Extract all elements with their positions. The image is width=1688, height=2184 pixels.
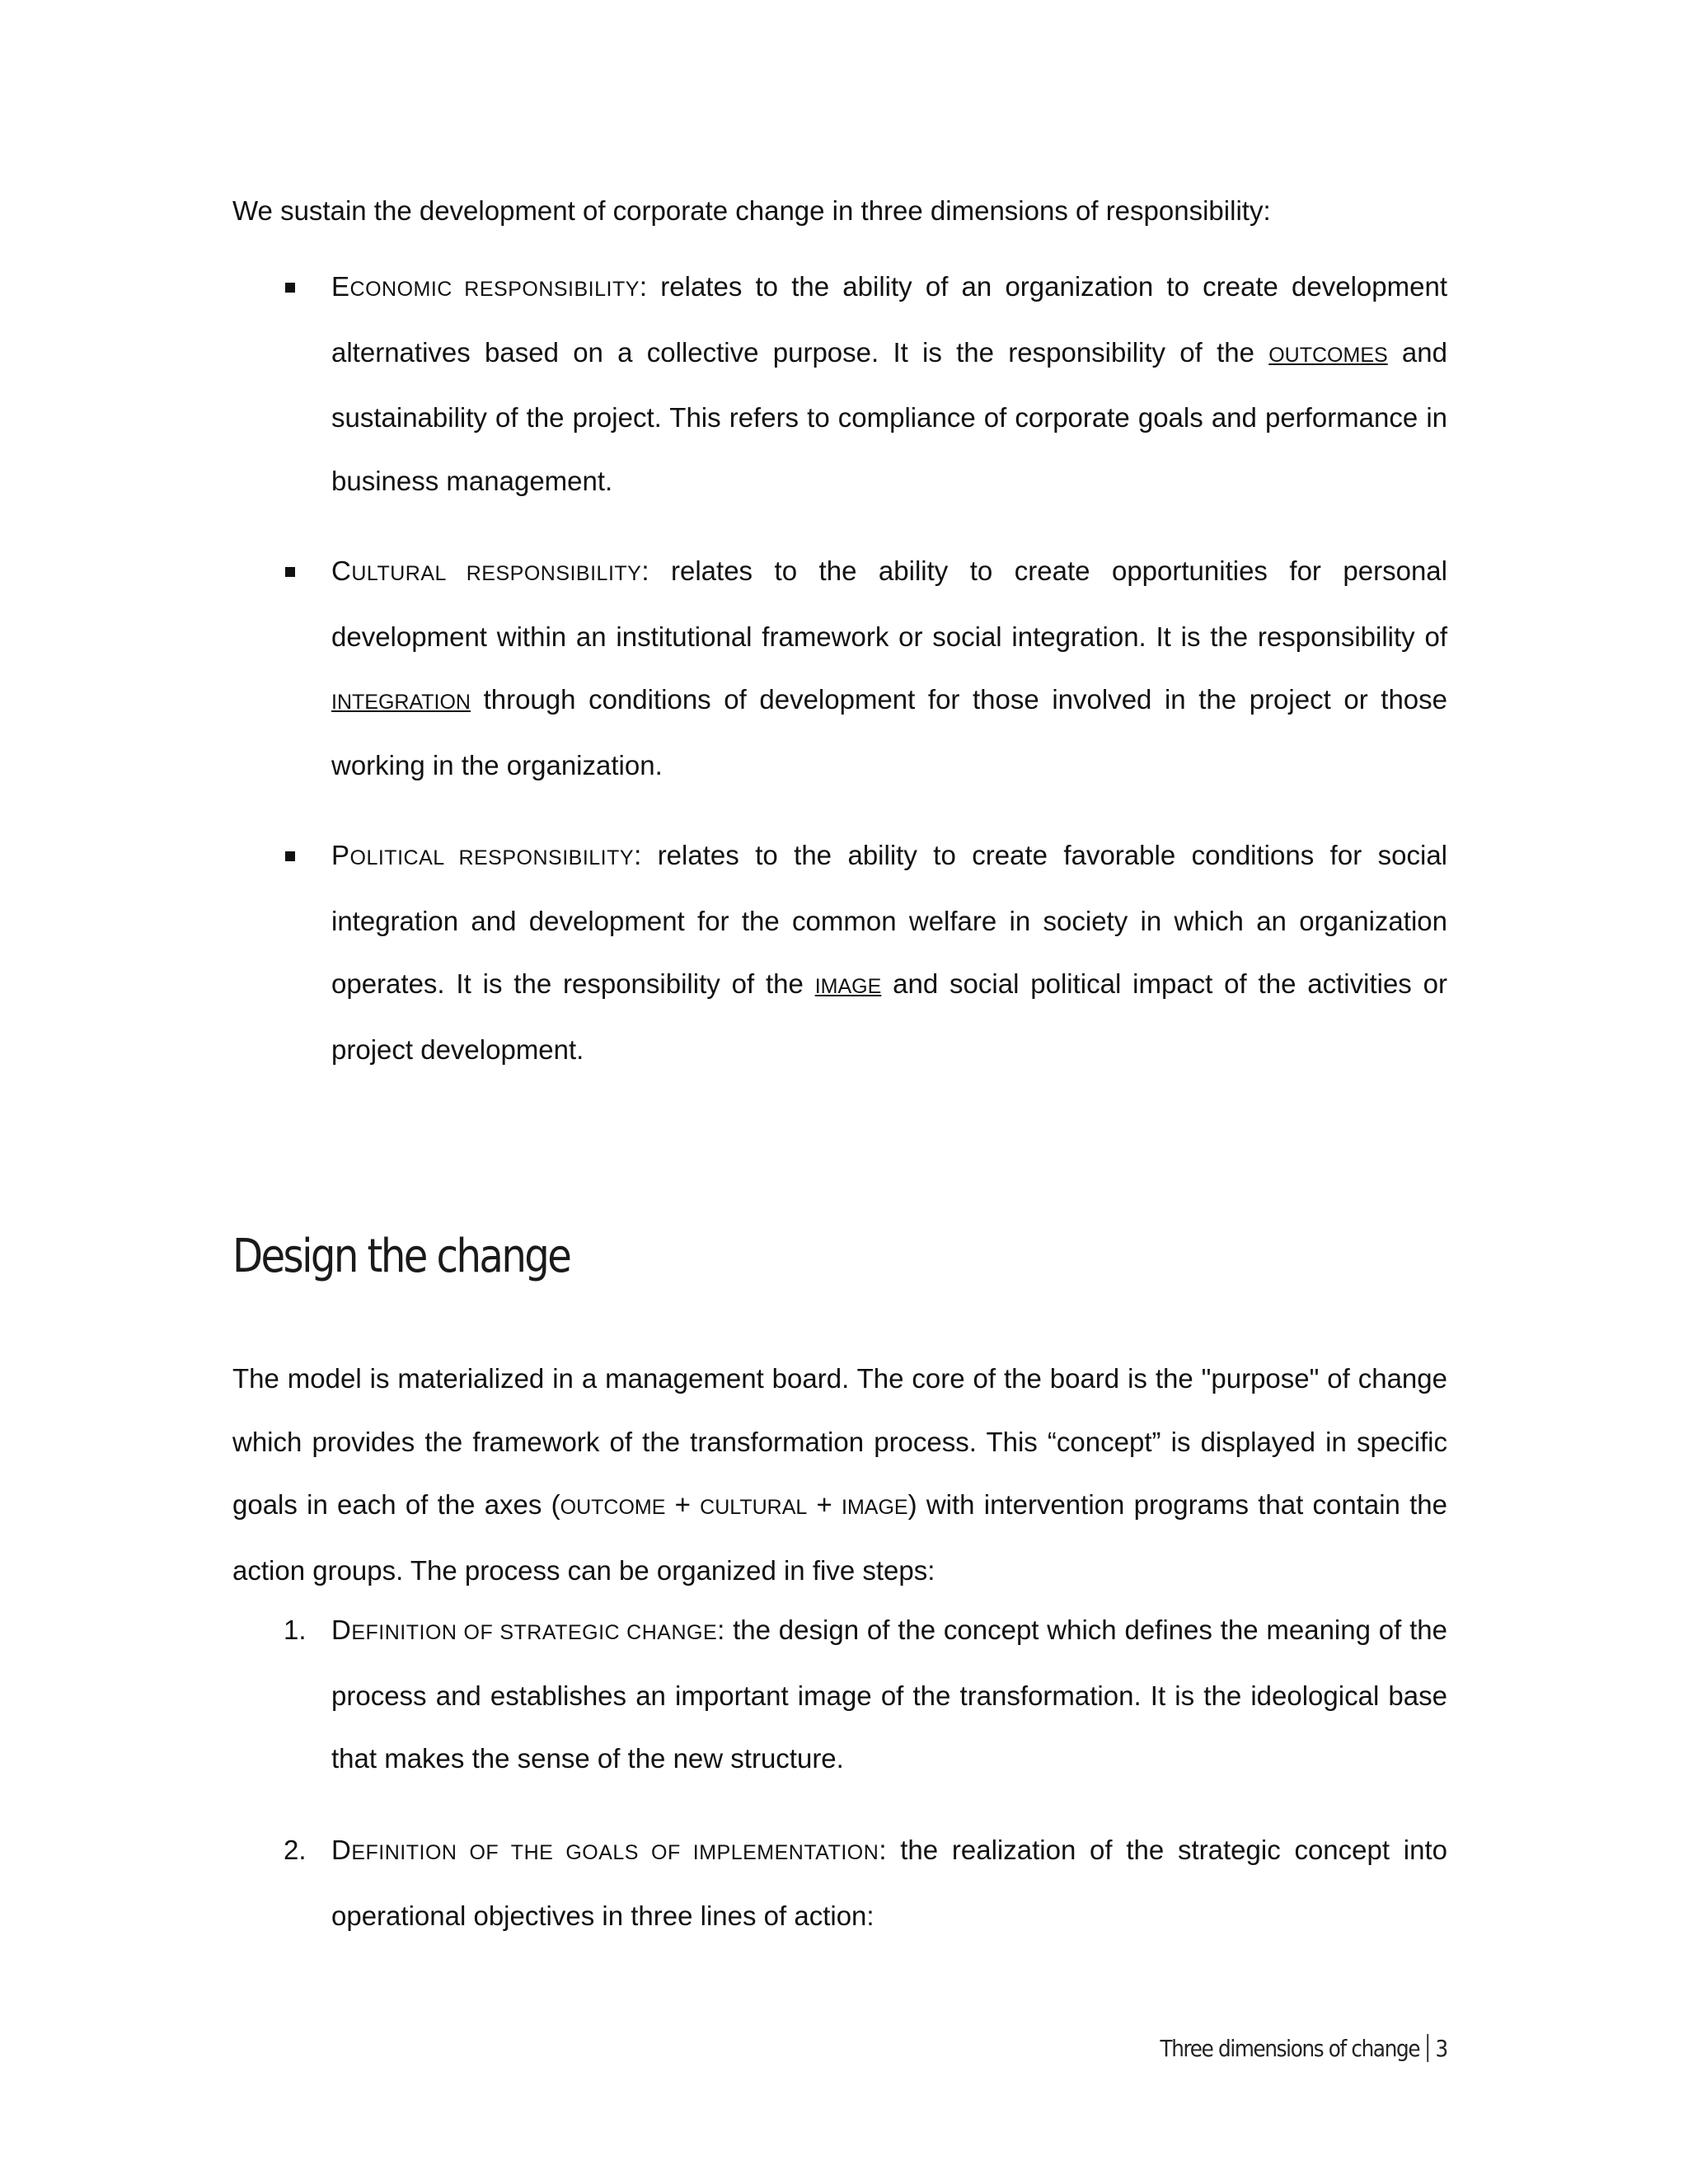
responsibility-list-3 [232, 824, 1447, 1081]
responsibility-list-2 [232, 540, 1447, 797]
footer-divider [1427, 2034, 1428, 2062]
step-number: 2. [284, 1835, 307, 1865]
axis-cultural: CULTURAL [700, 1496, 808, 1519]
page-number: 3 [1435, 2034, 1447, 2062]
keyword-integration: INTEGRATION [331, 691, 471, 714]
responsibility-list [232, 255, 1447, 513]
list-item-cultural [232, 540, 1447, 797]
step-number: 1. [284, 1615, 307, 1645]
term-label: CULTURAL RESPONSIBILITY [331, 555, 642, 586]
term-label: DEFINITION OF THE GOALS OF IMPLEMENTATION [331, 1835, 879, 1865]
steps-list-2 [232, 1819, 1447, 1947]
step-item [232, 1599, 1447, 1791]
axis-outcome: OUTCOME [560, 1496, 666, 1519]
list-item-economic [232, 255, 1447, 513]
intro-text: We sustain the development of corporate change in three dimensions of responsibility: [232, 195, 1271, 226]
keyword-outcomes: OUTCOMES [1268, 343, 1388, 367]
axis-image: IMAGE [842, 1496, 908, 1519]
steps-list [232, 1599, 1447, 1791]
list-item-political [232, 824, 1447, 1081]
list-item-text: POLITICAL RESPONSIBILITY: relates to the ability to create favorable conditions for social integration and development for the common welfare in society in which an organization operates. It is the responsibility of the IMAGE and social political impact of the activities or project development. [331, 840, 1447, 1065]
footer-title: Three dimensions of change [1160, 2034, 1420, 2062]
step-text: DEFINITION OF THE GOALS OF IMPLEMENTATION: the realization of the strategic concept into operational objectives in three lines of action: [331, 1835, 1447, 1931]
section-heading: Design the change [232, 1230, 570, 1283]
bullet-square-icon [285, 567, 295, 577]
page-footer [1160, 2034, 1447, 2062]
term-label: DEFINITION OF STRATEGIC CHANGE [331, 1615, 718, 1645]
list-item-text: CULTURAL RESPONSIBILITY: relates to the ability to create opportunities for personal development within an institutional framework or social integration. It is the responsibility of INTEGRATION through conditions of development for those involved in the project or those working in the organization. [331, 555, 1447, 780]
step-item [232, 1819, 1447, 1947]
bullet-square-icon [285, 283, 295, 293]
body-paragraph: The model is materialized in a management board. The core of the board is the "purpose" of change which provides the framework of the transformation process. This “concept” is displayed in specific goals in each of the axes (OUTCOME + CULTURAL + IMAGE) with intervention programs that contain the action groups. The process can be organized in five steps: [232, 1363, 1447, 1586]
bullet-square-icon [285, 851, 295, 861]
keyword-image: IMAGE [814, 975, 882, 998]
term-label: ECONOMIC RESPONSIBILITY [331, 271, 640, 302]
term-label: POLITICAL RESPONSIBILITY [331, 840, 635, 870]
step-text: DEFINITION OF STRATEGIC CHANGE: the design of the concept which defines the meaning of the process and establishes an important image of the transformation. It is the ideological base that makes the sense of the new structure. [331, 1615, 1447, 1774]
list-item-text: ECONOMIC RESPONSIBILITY: relates to the ability of an organization to create development alternatives based on a collective purpose. It is the responsibility of the OUTCOMES and sustainability of the project. This refers to compliance of corporate goals and performance in business management. [331, 271, 1447, 496]
